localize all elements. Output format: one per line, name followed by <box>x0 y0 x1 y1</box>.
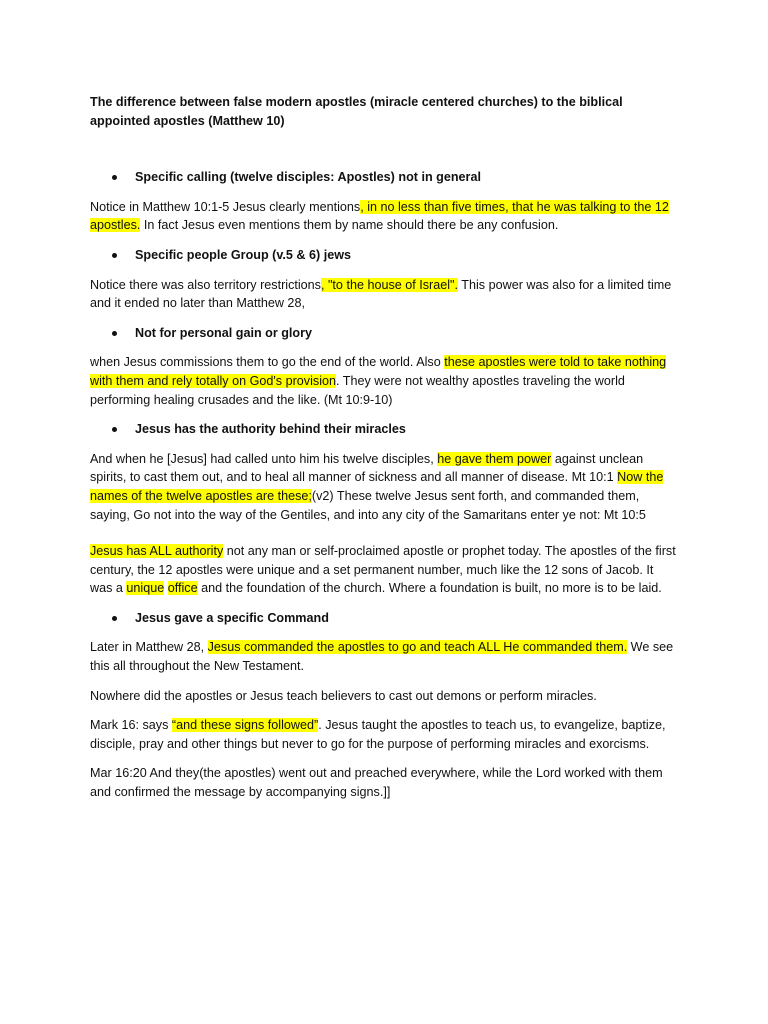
paragraph-specific-command <box>90 638 678 675</box>
highlighted-text: Jesus commanded the apostles to go and teach ALL He commanded them. <box>207 640 628 655</box>
text-span: when Jesus commissions them to go the end of the world. Also <box>90 355 445 370</box>
highlighted-text: these apostles were told to take nothing with them and rely totally on God's provision <box>90 355 667 388</box>
highlighted-text: unique <box>126 581 165 596</box>
paragraph-personal-gain <box>90 353 678 409</box>
highlighted-text: Jesus has ALL authority <box>90 544 224 559</box>
bullet-heading: Jesus gave a specific Command <box>135 610 329 625</box>
paragraph-nowhere: Nowhere did the apostles or Jesus teach believers to cast out demons or perform miracles. <box>90 688 597 703</box>
bullet-dot-icon <box>112 616 117 621</box>
bullet-heading: Not for personal gain or glory <box>135 325 313 340</box>
bullet-specific-calling <box>90 168 678 187</box>
text-span: and the foundation of the church. Where a foundation is built, no more is to be laid. <box>197 581 662 596</box>
paragraph-authority <box>90 450 678 524</box>
text-span: And when he [Jesus] had called unto him his twelve disciples, <box>90 451 438 466</box>
text-span: In fact Jesus even mentions them by name should there be any confusion. <box>140 218 559 233</box>
highlighted-text: , "to the house of Israel". <box>320 277 459 292</box>
bullet-dot-icon <box>112 175 117 180</box>
text-span: Mark 16: says <box>90 718 172 733</box>
bullet-dot-icon <box>112 253 117 258</box>
document-title: The difference between false modern apostles (miracle centered churches) to the biblical appointed apostles (Matthew 10) <box>90 95 623 128</box>
bullet-specific-command <box>90 609 678 628</box>
highlighted-text: he gave them power <box>437 451 552 466</box>
highlighted-text: Now the names of the twelve apostles are these; <box>90 470 664 503</box>
highlighted-text: “and these signs followed” <box>171 718 319 733</box>
paragraph-all-authority <box>90 542 678 598</box>
highlighted-text: , in no less than five times, that he was talking to the 12 apostles. <box>90 199 669 233</box>
text-span: against unclean spirits, to cast them out, and to heal all manner of sickness and all manner of disease. Mt 10:1 <box>90 451 644 485</box>
text-span: Later in Matthew 28, <box>90 640 208 655</box>
bullet-dot-icon <box>112 331 117 336</box>
text-span: Notice in Matthew 10:1-5 Jesus clearly mentions <box>90 199 361 214</box>
bullet-heading: Specific calling (twelve disciples: Apostles) not in general <box>135 170 481 185</box>
paragraph-mark-16 <box>90 716 678 753</box>
text-span: . They were not wealthy apostles traveling the world performing healing crusades and the like. (Mt 10:9-10) <box>90 373 625 407</box>
text-span: not any man or self-proclaimed apostle or prophet today. The apostles of the first century, the 12 apostles were unique and a set permanent number, much like the 12 sons of Jacob. It was a <box>90 544 676 596</box>
paragraph-specific-people-group <box>90 276 678 313</box>
highlighted-text: office <box>167 581 198 596</box>
bullet-authority <box>90 420 678 439</box>
paragraph-mark-16-20: Mar 16:20 And they(the apostles) went out and preached everywhere, while the Lord worked with them and confirmed the message by accompanying signs.]] <box>90 766 663 800</box>
bullet-personal-gain <box>90 324 678 343</box>
text-span: . Jesus taught the apostles to teach us, to evangelize, baptize, disciple, pray and other things but never to go for the purpose of performing miracles and exorcisms. <box>90 718 666 751</box>
text-span: Notice there was also territory restrictions <box>90 277 321 292</box>
text-span: (v2) These twelve Jesus sent forth, and commanded them, saying, Go not into the way of the Gentiles, and into any city of the Samaritans enter ye not: Mt 10:5 <box>90 488 646 522</box>
bullet-heading: Specific people Group (v.5 & 6) jews <box>135 247 352 262</box>
paragraph-specific-calling <box>90 198 678 235</box>
bullet-specific-people-group <box>90 246 678 265</box>
text-span: We see this all throughout the New Testament. <box>90 640 674 674</box>
bullet-dot-icon <box>112 427 117 432</box>
bullet-heading: Jesus has the authority behind their miracles <box>135 422 406 437</box>
text-span: This power was also for a limited time and it ended no later than Matthew 28, <box>90 277 672 311</box>
